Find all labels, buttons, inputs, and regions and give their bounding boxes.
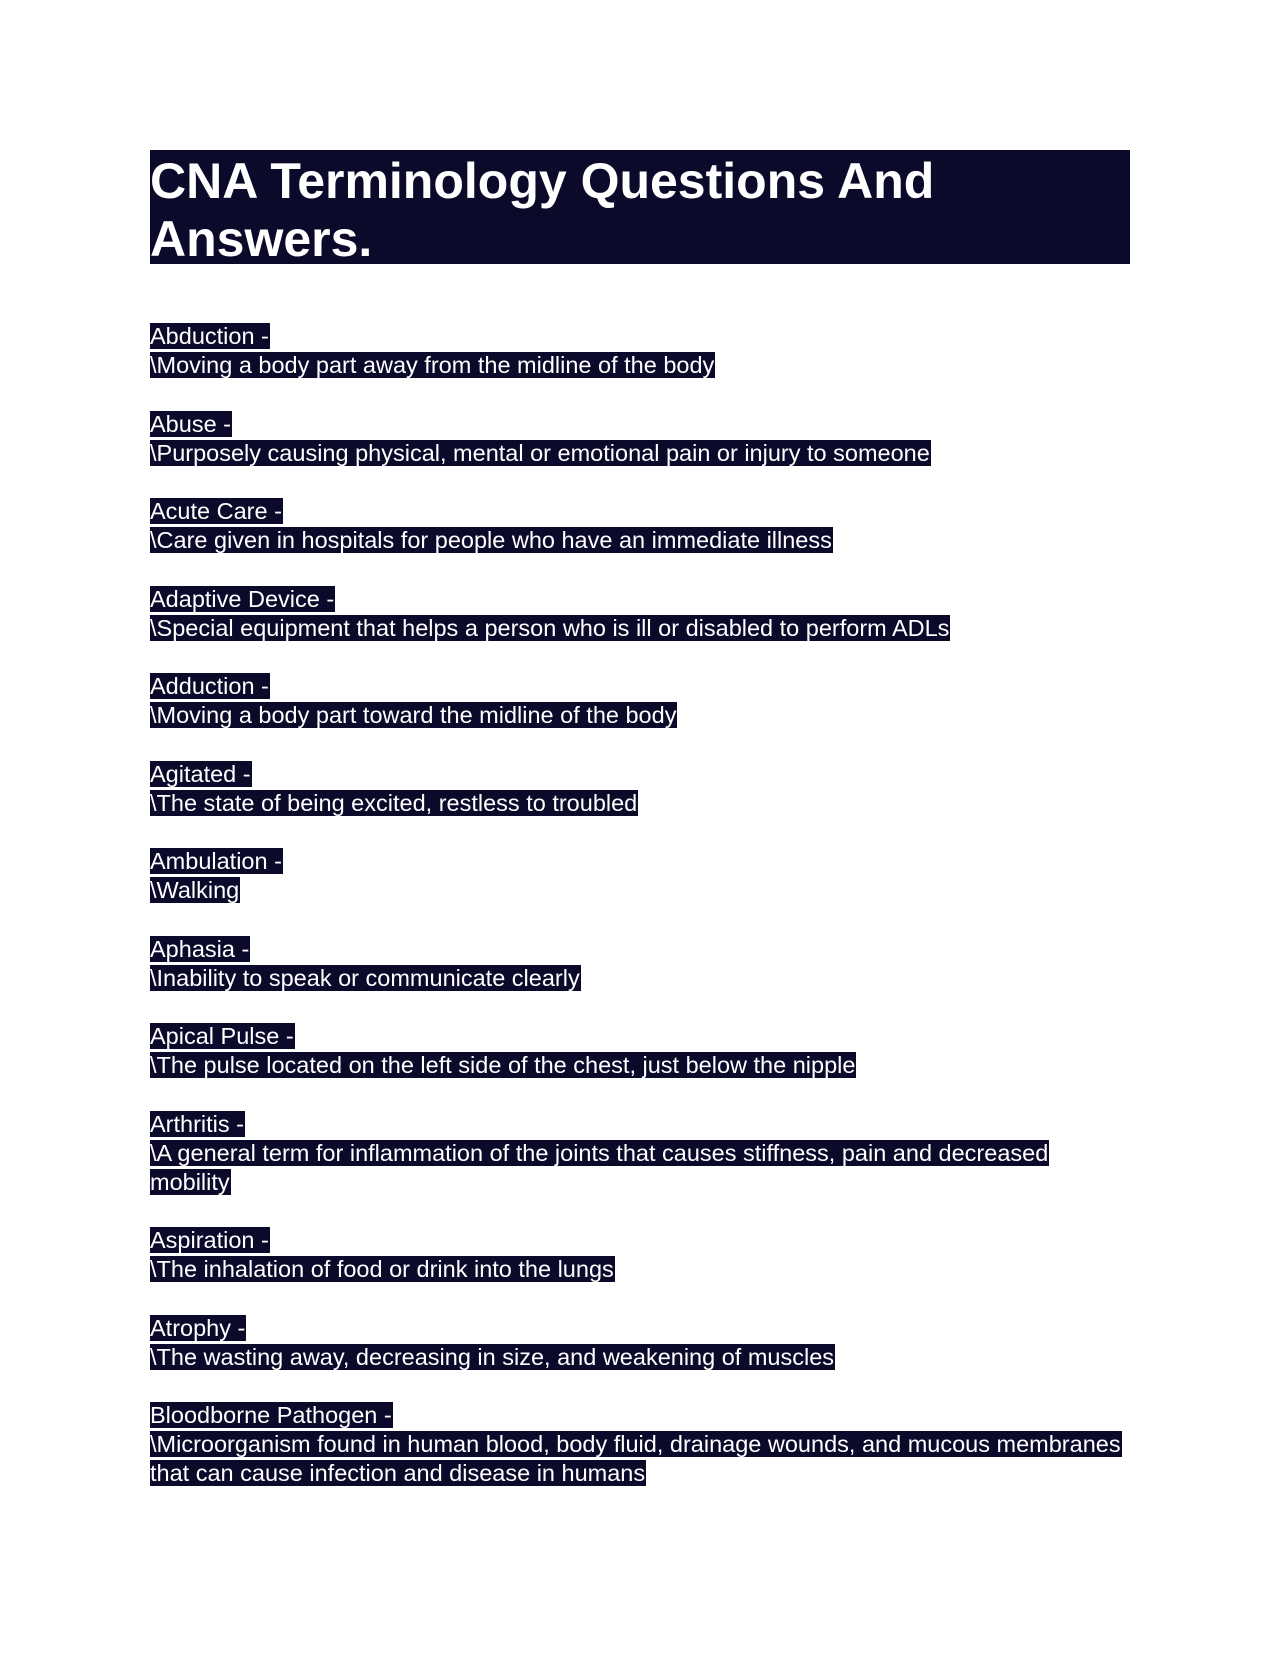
term-definition: \Inability to speak or communicate clearly: [150, 964, 580, 991]
term-definition: \The state of being excited, restless to troubled: [150, 789, 638, 816]
term-label: Agitated -: [150, 760, 251, 787]
term-definition: \The pulse located on the left side of the chest, just below the nipple: [150, 1052, 856, 1078]
term-definition: \The inhalation of food or drink into the lungs: [150, 1256, 614, 1282]
term-entry: [150, 760, 1130, 818]
term-entry: [150, 585, 1130, 643]
term-label: Adaptive Device -: [150, 585, 335, 612]
term-entry: [150, 1314, 1130, 1372]
term-entry: [150, 497, 1130, 555]
term-entry: [150, 1401, 1130, 1488]
term-definition: \A general term for inflammation of the joints that causes stiffness, pain and decreased mobility: [150, 1139, 1049, 1195]
term-entry: [150, 322, 1130, 380]
term-definition: \Microorganism found in human blood, body fluid, drainage wounds, and mucous membranes that can cause infection and disease in humans: [150, 1431, 1121, 1486]
term-label: Aphasia -: [150, 935, 250, 962]
document-title: CNA Terminology Questions And Answers.: [150, 150, 1130, 264]
term-entry: [150, 1226, 1130, 1284]
term-entry: [150, 847, 1130, 905]
term-list: [150, 322, 1130, 1488]
term-label: Abduction -: [150, 323, 269, 349]
term-entry: [150, 1022, 1130, 1080]
term-label: Bloodborne Pathogen -: [150, 1402, 392, 1428]
term-entry: [150, 935, 1130, 993]
term-label: Ambulation -: [150, 848, 282, 874]
term-label: Abuse -: [150, 410, 231, 437]
term-definition: \The wasting away, decreasing in size, and weakening of muscles: [150, 1343, 835, 1370]
term-label: Atrophy -: [150, 1314, 246, 1341]
term-label: Adduction -: [150, 673, 269, 699]
term-entry: [150, 410, 1130, 468]
term-definition: \Moving a body part away from the midline of the body: [150, 352, 715, 378]
term-label: Aspiration -: [150, 1227, 269, 1253]
term-entry: [150, 1110, 1130, 1197]
document-page: [150, 150, 1130, 1518]
term-definition: \Care given in hospitals for people who have an immediate illness: [150, 527, 832, 553]
term-definition: \Walking: [150, 877, 240, 903]
term-definition: \Special equipment that helps a person who is ill or disabled to perform ADLs: [150, 614, 950, 641]
term-entry: [150, 672, 1130, 730]
term-definition: \Purposely causing physical, mental or emotional pain or injury to someone: [150, 439, 930, 466]
term-label: Apical Pulse -: [150, 1023, 294, 1049]
term-label: Acute Care -: [150, 498, 282, 524]
term-label: Arthritis -: [150, 1110, 244, 1137]
term-definition: \Moving a body part toward the midline of the body: [150, 702, 677, 728]
